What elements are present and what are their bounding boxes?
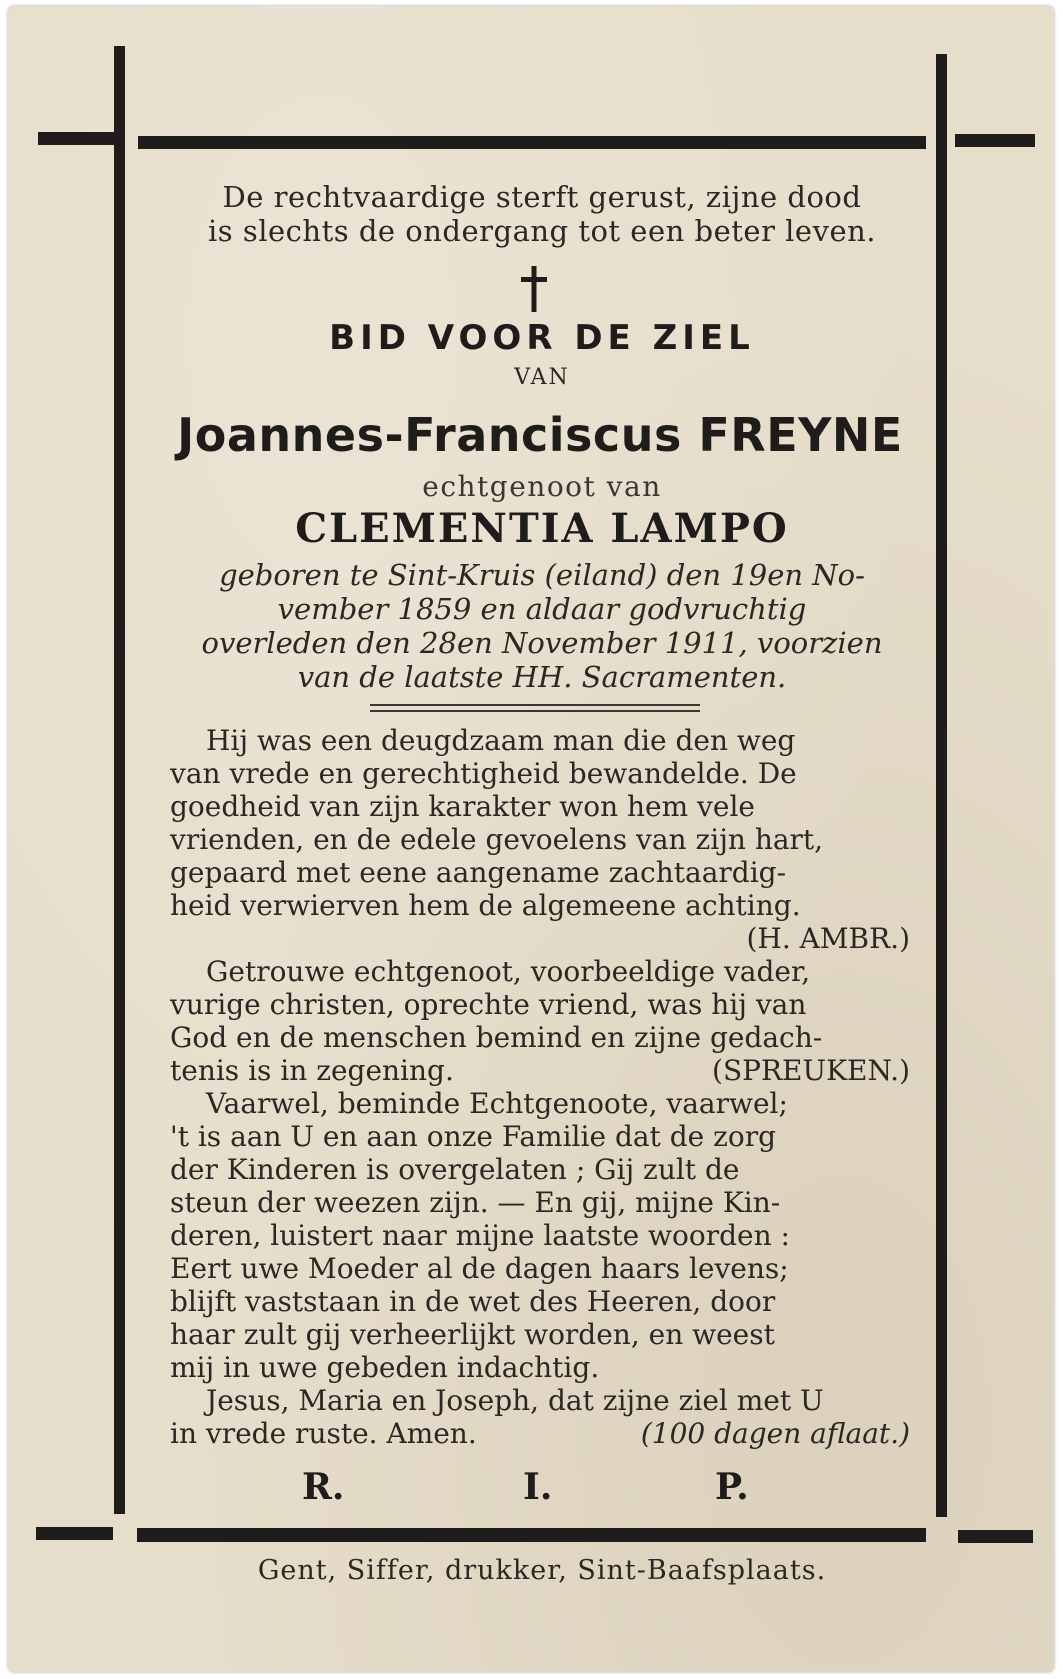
body-line: der Kinderen is overgelaten ; Gij zult de [170, 1153, 740, 1186]
body-line: Getrouwe echtgenoot, voorbeeldige vader, [206, 955, 811, 988]
birth-line-1: geboren te Sint-Kruis (eiland) den 19en No- [219, 558, 865, 592]
body-line: tenis is in zegening. [170, 1054, 454, 1087]
van-label: VAN [514, 365, 570, 390]
printer-imprint: Gent, Siffer, drukker, Sint-Baafsplaats. [257, 1555, 827, 1586]
body-line: heid verwierven hem de algemeene achting. [170, 889, 801, 922]
epigraph-line-1: De rechtvaardige sterft gerust, zijne dood [222, 180, 862, 214]
epigraph-line-2: is slechts de ondergang tot een beter leven. [207, 214, 877, 248]
body-line: van vrede en gerechtigheid bewandelde. De [170, 757, 797, 790]
body-line: vrienden, en de edele gevoelens van zijn hart, [170, 823, 824, 856]
ripl-r: R. [302, 1466, 345, 1508]
source-ambr: (H. AMBR.) [746, 922, 910, 955]
body-line: gepaard met eene aangename zachtaardig- [170, 856, 787, 889]
border-right-vertical [936, 54, 947, 1517]
body-line: Eert uwe Moeder al de dagen haars levens; [170, 1252, 789, 1285]
cross-icon [519, 266, 549, 312]
border-bottom-center [137, 1528, 926, 1542]
eulogy-text [170, 724, 910, 1450]
body-line: vurige christen, oprechte vriend, was hij van [170, 988, 807, 1021]
divider-top [370, 704, 700, 706]
body-line: Hij was een deugdzaam man die den weg [206, 724, 796, 757]
source-spreuken: (SPREUKEN.) [712, 1054, 910, 1087]
divider-bottom [370, 710, 700, 712]
body-line: Vaarwel, beminde Echtgenoote, vaarwel; [206, 1087, 788, 1120]
spouse-name: CLEMENTIA LAMPO [295, 505, 789, 552]
body-line: blijft vaststaan in de wet des Heeren, door [170, 1285, 776, 1318]
ripl-i: I. [523, 1466, 553, 1508]
border-top-left-stub [38, 132, 115, 145]
birth-line-4: van de laatste HH. Sacramenten. [297, 660, 787, 694]
border-top-center [138, 136, 926, 149]
birth-line-3: overleden den 28en November 1911, voorzien [201, 626, 883, 660]
body-line: steun der weezen zijn. — En gij, mijne Kin- [170, 1186, 781, 1219]
indulgence-note: (100 dagen aflaat.) [640, 1417, 910, 1450]
epigraph [172, 180, 912, 248]
body-line: deren, luistert naar mijne laatste woorden : [170, 1219, 790, 1252]
body-line: haar zult gij verheerlijkt worden, en weest [170, 1318, 775, 1351]
birth-line-2: vember 1859 en aldaar godvruchtig [277, 592, 807, 626]
body-line-with-source [170, 1054, 910, 1087]
body-line: 't is aan U en aan onze Familie dat de zorg [170, 1120, 777, 1153]
border-left-vertical [114, 46, 125, 1514]
body-line: in vrede ruste. Amen. [170, 1417, 477, 1450]
ripl-p: P. [715, 1466, 749, 1508]
birth-death-details [170, 558, 914, 694]
border-bottom-right-stub [958, 1530, 1033, 1543]
body-line: mij in uwe gebeden indachtig. [170, 1351, 600, 1384]
deceased-name: Joannes-Franciscus FREYNE [177, 408, 903, 462]
body-line: Jesus, Maria en Joseph, dat zijne ziel met U [206, 1384, 824, 1417]
border-top-right-stub [955, 134, 1035, 147]
body-line-with-indulgence [170, 1417, 910, 1450]
spouse-of-label: echtgenoot van [422, 470, 662, 503]
body-line: goedheid van zijn karakter won hem vele [170, 790, 755, 823]
body-line: God en de menschen bemind en zijne gedach- [170, 1021, 823, 1054]
prayer-heading: BID VOOR DE ZIEL [329, 318, 755, 358]
border-bottom-left-stub [36, 1527, 113, 1540]
